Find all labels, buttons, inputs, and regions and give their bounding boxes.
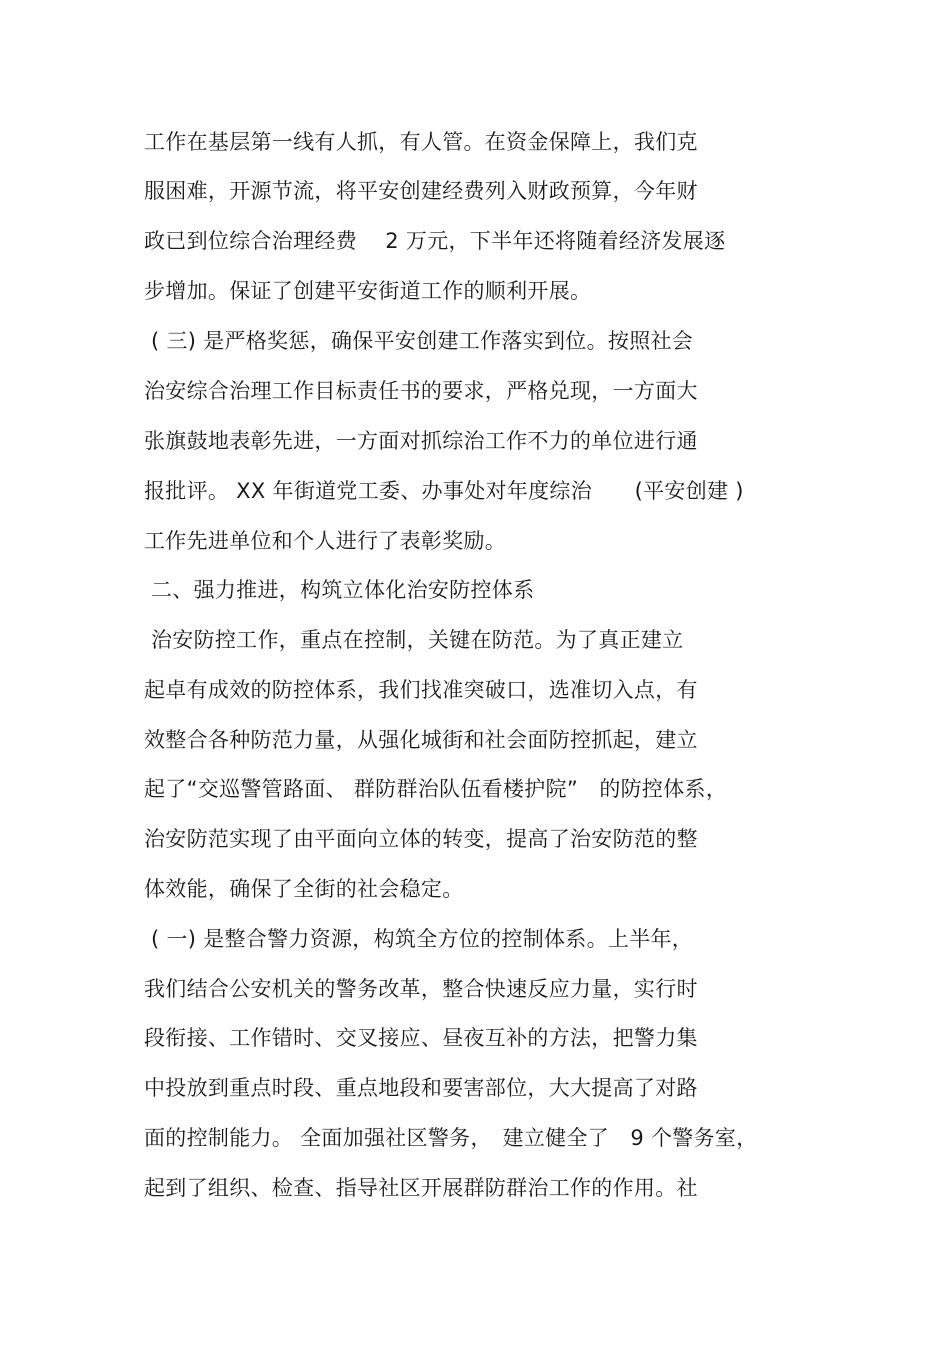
text-line-18: 我们结合公安机关的警务改革，整合快速反应力量，实行时 (144, 977, 698, 1001)
text-line-1: 工作在基层第一线有人抓，有人管。在资金保障上，我们克 (144, 130, 698, 154)
text-line-6: 治安综合治理工作目标责任书的要求，严格兑现，一方面大 (144, 379, 698, 403)
text-line-22: 起到了组织、检查、指导社区开展群防群治工作的作用。社 (144, 1176, 698, 1200)
text-line-13: 效整合各种防范力量，从强化城街和社会面防控抓起，建立 (144, 728, 698, 752)
text-line-8: 报批评。 XX 年街道党工委、办事处对年度综治 (平安创建 ) (144, 479, 744, 503)
text-line-14: 起了“交巡警管路面、 群防群治队伍看楼护院” 的防控体系， (144, 777, 728, 801)
text-line-19: 段衔接、工作错时、交叉接应、昼夜互补的方法，把警力集 (144, 1026, 698, 1050)
text-line-4: 步增加。保证了创建平安街道工作的顺利开展。 (144, 279, 592, 303)
text-line-7: 张旗鼓地表彰先进，一方面对抓综治工作不力的单位进行通 (144, 429, 698, 453)
text-line-15: 治安防范实现了由平面向立体的转变，提高了治安防范的整 (144, 827, 698, 851)
text-line-16: 体效能，确保了全街的社会稳定。 (144, 877, 464, 901)
text-line-12: 起卓有成效的防控体系，我们找准突破口，选准切入点，有 (144, 678, 698, 702)
text-line-2: 服困难，开源节流，将平安创建经费列入财政预算，今年财 (144, 179, 698, 203)
text-line-17: ( 一) 是整合警力资源，构筑全方位的控制体系。上半年， (144, 927, 694, 951)
text-line-21: 面的控制能力。 全面加强社区警务， 建立健全了 9 个警务室， (144, 1126, 758, 1150)
text-line-11: 治安防控工作，重点在控制，关键在防范。为了真正建立 (144, 628, 684, 652)
text-line-20: 中投放到重点时段、重点地段和要害部位，大大提高了对路 (144, 1076, 698, 1100)
section-heading: 二、强力推进，构筑立体化治安防控体系 (144, 578, 535, 602)
text-line-3: 政已到位综合治理经费 2 万元，下半年还将随着经济发展逐 (144, 229, 726, 253)
text-line-5: ( 三) 是严格奖惩，确保平安创建工作落实到位。按照社会 (144, 329, 694, 353)
text-line-9: 工作先进单位和个人进行了表彰奖励。 (144, 529, 507, 553)
